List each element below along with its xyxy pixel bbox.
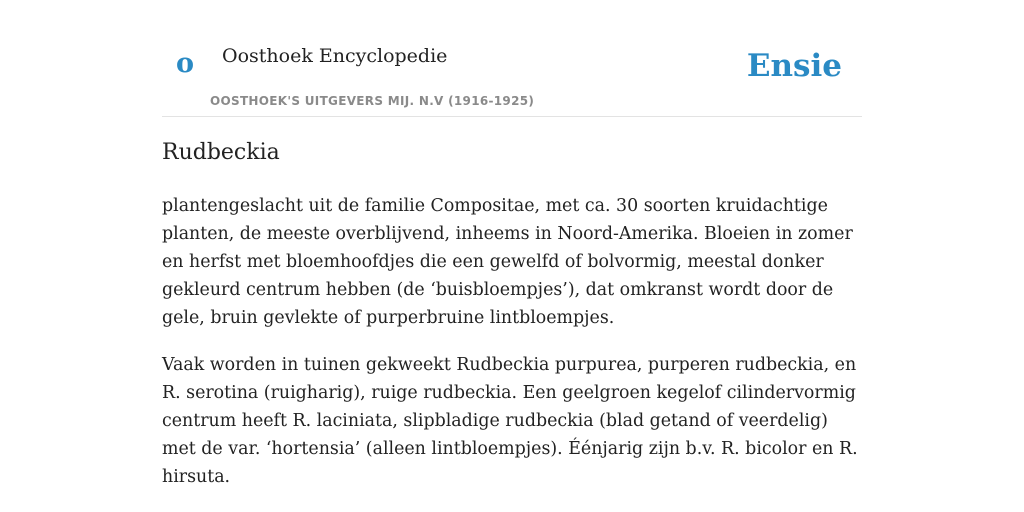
entry-title: Rudbeckia	[162, 140, 280, 165]
source-subtitle: OOSTHOEK'S UITGEVERS MIJ. N.V (1916-1925)	[210, 94, 535, 108]
source-title-link[interactable]: Oosthoek Encyclopedie	[222, 45, 448, 67]
header	[162, 0, 862, 117]
brand-logo-link[interactable]: Ensie	[746, 48, 842, 84]
entry-content	[162, 192, 862, 510]
entry-paragraph: Vaak worden in tuinen gekweekt Rudbeckia purpurea, purperen rudbeckia, en R. serotina (ruigharig), ruige rudbeckia. Een geelgroen kegelof cilindervormig centrum heeft R. laciniata, slipbladige rudbeckia (blad getand of veerdelig) met de var. ‘hortensia’ (alleen lintbloempjes). Éénjarig zijn b.v. R. bicolor en R. hirsuta.	[162, 355, 858, 487]
entry-paragraph: plantengeslacht uit de familie Compositae, met ca. 30 soorten kruidachtige planten, de meeste overblijvend, inheems in Noord-Amerika. Bloeien in zomer en herfst met bloemhoofdjes die een gewelfd of bolvormig, meestal donker gekleurd centrum hebben (de ‘buisbloempjes’), dat omkranst wordt door de gele, bruin gevlekte of purperbruine lintbloempjes.	[162, 196, 853, 328]
source-logo[interactable]: o	[176, 48, 195, 79]
